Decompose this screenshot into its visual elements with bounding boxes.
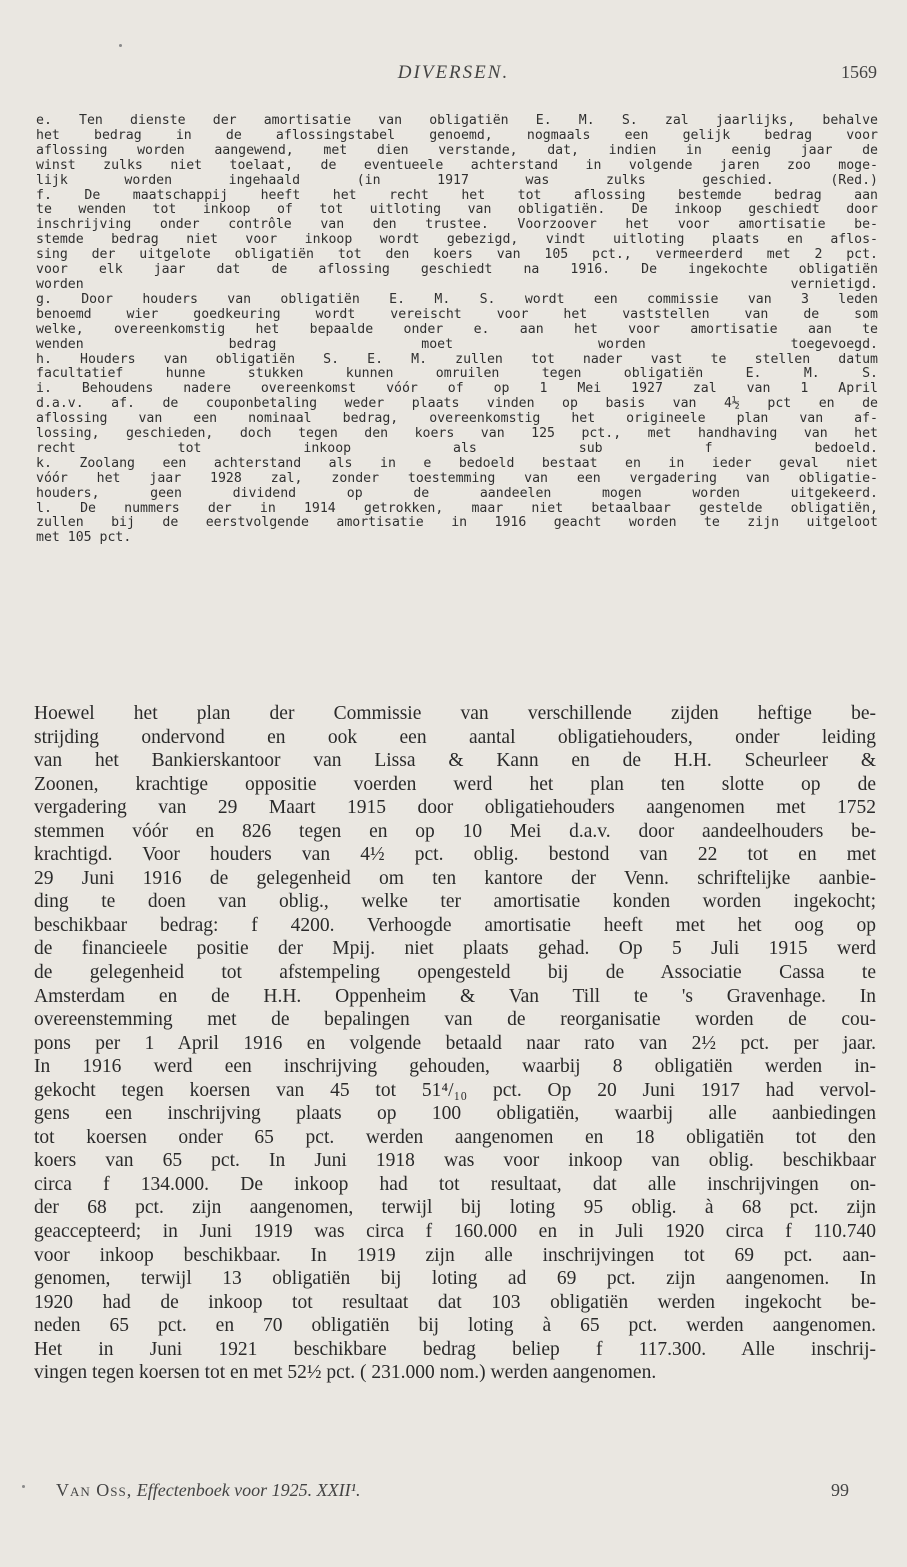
small-print-line: worden vernietigd. [36,276,878,292]
small-print-line: h. Houders van obligatiën S. E. M. zullen tot nader vast te stellen datum [36,351,878,367]
small-print-line: stemde bedrag niet voor inkoop wordt gebezigd, vindt uitloting plaats en aflos- [36,232,878,248]
main-text-line: voor inkoop beschikbaar. In 1919 zijn alle inschrijvingen tot 69 pct. aan- [34,1244,876,1266]
print-speck [119,44,122,47]
footer-page-number: 99 [831,1480,849,1500]
main-text-line: neden 65 pct. en 70 obligatiën bij loting à 65 pct. werden aangenomen. [34,1315,876,1337]
main-text-line: vergadering van 29 Maart 1915 door obligatiehouders aangenomen met 1752 [34,797,876,819]
main-text-line: Het in Juni 1921 beschikbare bedrag beliep f 117.300. Alle inschrij- [34,1338,876,1360]
main-text-line: Amsterdam en de H.H. Oppenheim & Van Till te 's Gravenhage. In [34,985,876,1007]
main-text-line: beschikbaar bedrag: f 4200. Verhoogde amortisatie heeft met het oog op [34,914,876,936]
print-speck [22,1485,25,1488]
running-title: DIVERSEN. [397,62,510,83]
small-print-line: het bedrag in de aflossingstabel genoemd, nogmaals een gelijk bedrag voor [36,127,878,143]
main-text-line: strijding ondervond en ook een aantal obligatiehouders, onder leiding [34,726,876,748]
running-head [0,62,907,86]
footer-source-title: Effectenboek voor 1925. XXII¹. [136,1480,361,1500]
main-text-line: stemmen vóór en 826 tegen en op 10 Mei d.a.v. door aandeelhouders be- [34,820,876,842]
small-print-line: i. Behoudens nadere overeenkomst vóór of op 1 Mei 1927 zal van 1 April [36,381,878,397]
main-text-line: gekocht tegen koersen van 45 tot 51⁴/₁₀ pct. Op 20 Juni 1917 had vervol- [34,1079,876,1101]
small-print-line: e. Ten dienste der amortisatie van obligatiën E. M. S. zal jaarlijks, behalve [36,113,878,128]
main-text-line: 1920 had de inkoop tot resultaat dat 103 obligatiën werden ingekocht be- [34,1291,876,1313]
page-number: 1569 [841,62,877,82]
main-text-line: 29 Juni 1916 de gelegenheid om ten kantore der Venn. schriftelijke aanbie- [34,867,876,889]
small-print-line: zullen bij de eerstvolgende amortisatie in 1916 geacht worden te zijn uitgeloot [36,515,878,531]
small-print-line: welke, overeenkomstig het bepaalde onder e. aan het voor amortisatie aan te [36,321,878,337]
small-print-line: benoemd wier goedkeuring wordt vereischt voor het vaststellen van de som [36,306,878,322]
small-print-line: g. Door houders van obligatiën E. M. S. wordt een commissie van 3 leden [36,291,878,307]
small-print-line: lossing, geschieden, doch tegen den koers van 125 pct., met handhaving van het [36,426,878,442]
small-print-section [36,114,878,546]
main-text-line: tot koersen onder 65 pct. werden aangenomen en 18 obligatiën tot den [34,1126,876,1148]
small-print-line: lijk worden ingehaald (in 1917 was zulks geschied. (Red.) [36,172,878,188]
small-print-line: l. De nummers der in 1914 getrokken, maar niet betaalbaar gestelde obligatiën, [36,500,878,516]
small-print-line: inschrijving onder contrôle van den trustee. Voorzoover het voor amortisatie be- [36,217,878,233]
main-text-line: genomen, terwijl 13 obligatiën bij loting ad 69 pct. zijn aangenomen. In [34,1268,876,1290]
main-text-line: ding te doen van oblig., welke ter amortisatie konden worden ingekocht; [34,891,876,913]
small-print-line: f. De maatschappij heeft het recht het tot aflossing bestemde bedrag aan [36,187,878,203]
small-print-line: recht tot inkoop als sub f bedoeld. [36,440,878,456]
small-print-line: aflossing van een nominaal bedrag, overeenkomstig het origineele plan van af- [36,411,878,427]
main-text-line: de financieele positie der Mpij. niet plaats gehad. Op 5 Juli 1915 werd [34,938,876,960]
main-text-line: krachtigd. Voor houders van 4½ pct. oblig. bestond van 22 tot en met [34,844,876,866]
main-text-section [34,702,876,1385]
main-text-line: gens een inschrijving plaats op 100 obligatiën, waarbij alle aanbiedingen [34,1103,876,1125]
small-print-line: aflossing worden aangewend, met dien verstande, dat, indien in eenig jaar de [36,142,878,158]
main-text-line: pons per 1 April 1916 en volgende betaald naar rato van 2½ pct. per jaar. [34,1032,876,1054]
small-print-line: vóór het jaar 1928 zal, zonder toestemming van een vergadering van obligatie- [36,470,878,486]
main-text-line: der 68 pct. zijn aangenomen, terwijl bij loting 95 oblig. à 68 pct. zijn [34,1197,876,1219]
small-print-line: winst zulks niet toelaat, de eventueele achterstand in volgende jaren zoo moge- [36,157,878,173]
small-print-line: facultatief hunne stukken kunnen omruilen tegen obligatiën E. M. S. [36,366,878,382]
main-text-line: Hoewel het plan der Commissie van verschillende zijden heftige be- [34,703,876,724]
main-text-line: Zoonen, krachtige oppositie voerden werd het plan ten slotte op de [34,773,876,795]
small-print-line: houders, geen dividend op de aandeelen mogen worden uitgekeerd. [36,485,878,501]
main-text-line: geaccepteerd; in Juni 1919 was circa f 160.000 en in Juli 1920 circa f 110.740 [34,1221,876,1243]
main-text-line: vingen tegen koersen tot en met 52½ pct. ( 231.000 nom.) werden aangenomen. [34,1362,657,1384]
small-print-line: sing der uitgelote obligatiën tot den koers van 105 pct., vermeerderd met 2 pct. [36,247,878,263]
main-text-line: van het Bankierskantoor van Lissa & Kann en de H.H. Scheurleer & [34,750,876,772]
small-print-line: k. Zoolang een achterstand als in e bedoeld bestaat en in ieder geval niet [36,455,878,471]
footer [0,1480,907,1504]
main-text-line: de gelegenheid tot afstempeling opengesteld bij de Associatie Cassa te [34,962,876,984]
main-text-line: In 1916 werd een inschrijving gehouden, waarbij 8 obligatiën werden in- [34,1056,876,1078]
small-print-line: te wenden tot inkoop of tot uitloting van obligatiën. De inkoop geschiedt door [36,202,878,218]
small-print-line: d.a.v. af. de couponbetaling weder plaats vinden op basis van 4½ pct en de [36,396,878,412]
small-print-line: met 105 pct. [36,530,132,546]
footer-source-author: Van Oss, [56,1480,133,1500]
footer-source [56,1480,361,1501]
main-text-line: koers van 65 pct. In Juni 1918 was voor inkoop van oblig. beschikbaar [34,1150,876,1172]
small-print-line: voor elk jaar dat de aflossing geschiedt na 1916. De ingekochte obligatiën [36,262,878,278]
small-print-line: wenden bedrag moet worden toegevoegd. [36,336,878,352]
main-text-line: circa f 134.000. De inkoop had tot resultaat, dat alle inschrijvingen on- [34,1173,876,1195]
main-text-line: overeenstemming met de bepalingen van de reorganisatie worden de cou- [34,1009,876,1031]
